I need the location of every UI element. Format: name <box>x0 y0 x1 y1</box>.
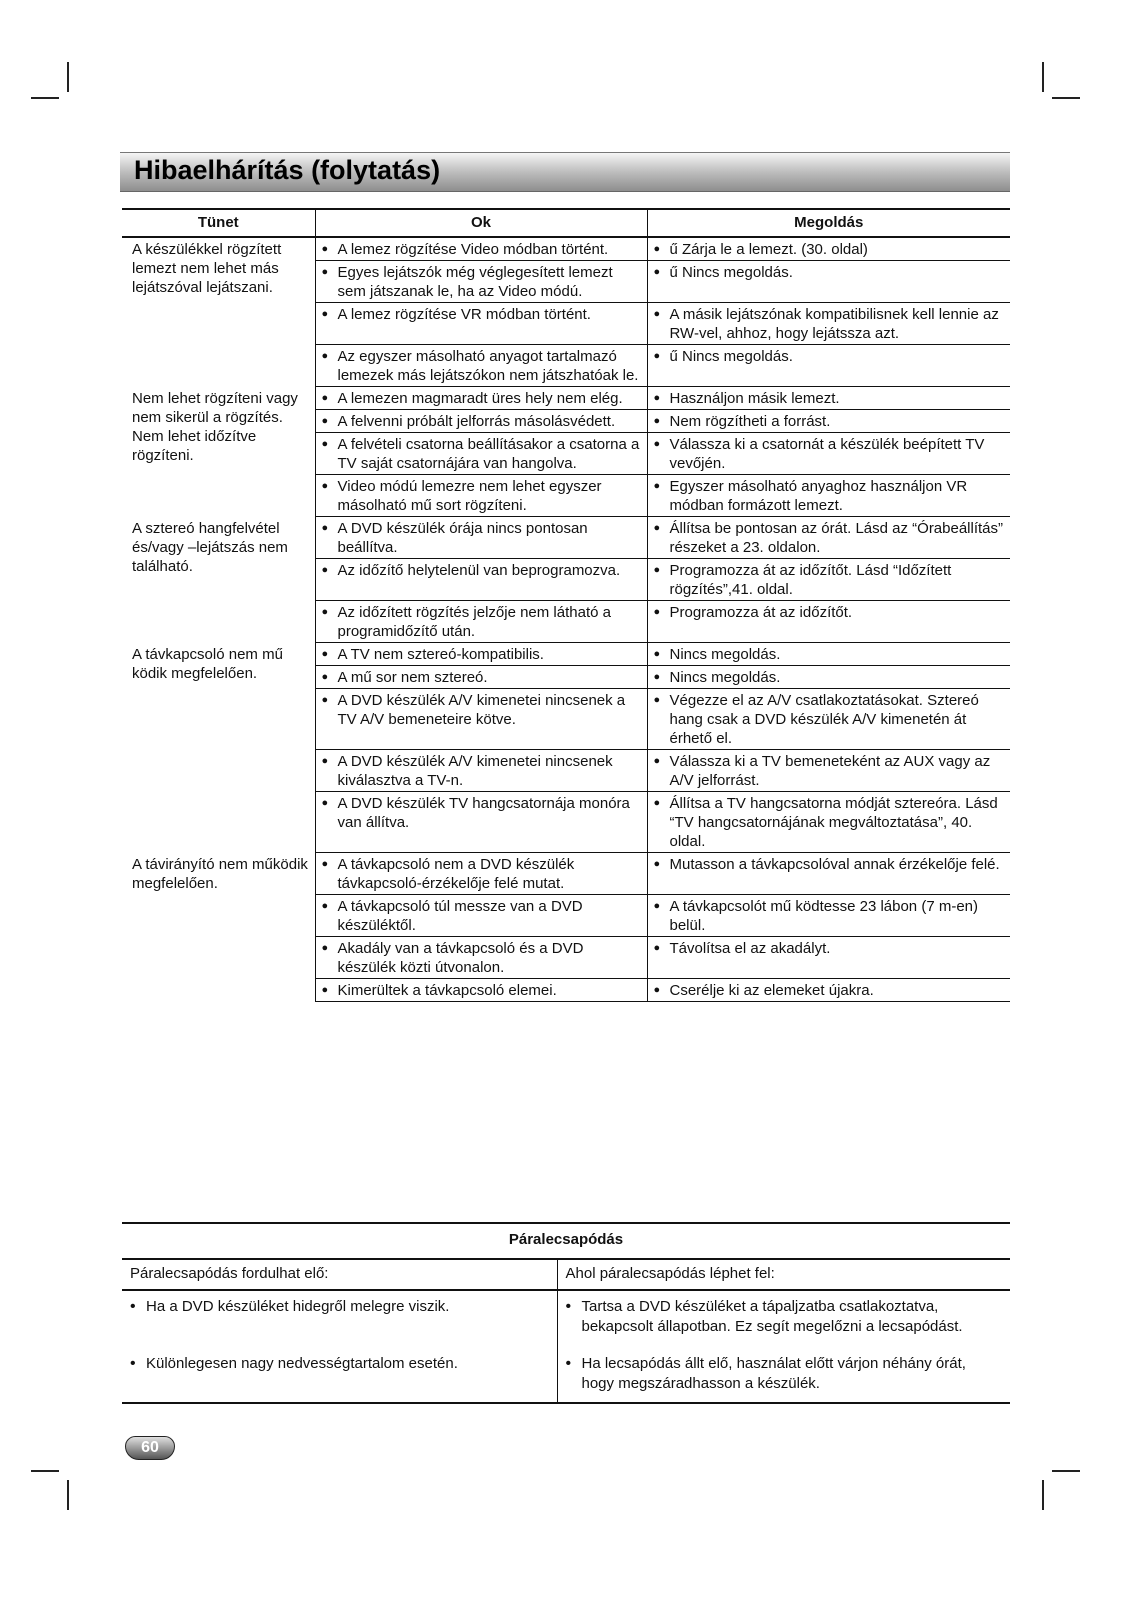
symptom-cell: Nem lehet rögzíteni vagy nem sikerül a rögzítés. Nem lehet időzítve rögzíteni. <box>122 387 315 517</box>
solution-text: Programozza át az időzítőt. Lásd “Időzített rögzítés”,41. oldal. <box>669 562 952 598</box>
cause-cell <box>315 937 647 979</box>
solution-cell <box>647 387 1010 410</box>
solution-cell <box>647 750 1010 792</box>
cause-text: Az egyszer másolható anyagot tartalmazó lemezek más lejátszókon nem játszhatóak le. <box>337 348 639 384</box>
bullet-icon: ● <box>321 243 329 255</box>
bullet-icon: ● <box>653 415 661 427</box>
solution-cell <box>647 433 1010 475</box>
crop-mark <box>67 1480 69 1510</box>
bullet-icon: ● <box>321 694 329 706</box>
cause-cell <box>315 895 647 937</box>
table-row <box>122 853 1010 895</box>
crop-mark <box>1052 97 1080 99</box>
table-row <box>122 1290 1010 1351</box>
cause-cell <box>315 601 647 643</box>
cause-cell <box>315 433 647 475</box>
cause-text: Az időzítő helytelenül van beprogramozva. <box>337 562 621 579</box>
crop-mark <box>31 1470 59 1472</box>
cause-cell <box>315 345 647 387</box>
cause-text: A távkapcsoló nem a DVD készülék távkapcsoló-érzékelője felé mutat. <box>337 856 575 892</box>
bullet-icon: ● <box>321 350 329 362</box>
solution-cell <box>647 937 1010 979</box>
bullet-icon: ● <box>653 522 661 534</box>
bullet-icon: ● <box>653 694 661 706</box>
bullet-icon: ● <box>653 308 661 320</box>
solution-cell <box>647 689 1010 750</box>
cause-cell <box>315 853 647 895</box>
bullet-icon: ● <box>321 266 329 278</box>
solution-cell <box>647 410 1010 433</box>
bullet-icon: • <box>565 1298 572 1315</box>
cause-text: A mű sor nem sztereó. <box>337 669 488 686</box>
bullet-icon: ● <box>321 392 329 404</box>
bullet-icon: ● <box>321 671 329 683</box>
solution-text: Nem rögzítheti a forrást. <box>669 413 831 430</box>
bullet-icon: ● <box>653 671 661 683</box>
bullet-icon: ● <box>653 350 661 362</box>
bullet-icon: • <box>130 1298 136 1315</box>
cause-cell <box>315 237 647 261</box>
crop-mark <box>67 62 69 92</box>
cause-text: A DVD készülék órája nincs pontosan beállítva. <box>337 520 588 556</box>
troubleshooting-body <box>122 237 1010 1002</box>
bullet-icon: ● <box>653 266 661 278</box>
symptom-cell: A készülékkel rögzített lemezt nem lehet más lejátszóval lejátszani. <box>122 237 315 387</box>
solution-text: Válassza ki a csatornát a készülék beépített TV vevőjén. <box>669 436 985 472</box>
solution-cell <box>647 345 1010 387</box>
bullet-icon: ● <box>321 564 329 576</box>
cause-text: A DVD készülék TV hangcsatornája monóra van állítva. <box>337 795 630 831</box>
cause-text: A DVD készülék A/V kimenetei nincsenek kiválasztva a TV-n. <box>337 753 613 789</box>
header-cause: Ok <box>315 209 647 237</box>
solution-text: Állítsa a TV hangcsatorna módját sztereóra. Lásd “TV hangcsatornájának megváltoztatása”, 40. oldal. <box>669 795 998 850</box>
cause-text: Az időzített rögzítés jelzője nem látható a programidőzítő után. <box>337 604 611 640</box>
table-row <box>122 643 1010 666</box>
bullet-icon: ● <box>321 858 329 870</box>
solution-cell <box>647 792 1010 853</box>
solution-cell <box>647 853 1010 895</box>
solution-cell <box>647 261 1010 303</box>
bullet-icon: ● <box>653 243 661 255</box>
bullet-icon: ● <box>653 755 661 767</box>
crop-mark <box>31 97 59 99</box>
cause-cell <box>315 410 647 433</box>
bullet-icon: ● <box>653 858 661 870</box>
solution-text: ű Nincs megoldás. <box>669 348 793 365</box>
bullet-icon: ● <box>653 797 661 809</box>
table-row <box>122 237 1010 261</box>
cause-cell <box>315 792 647 853</box>
cause-text: A felvételi csatorna beállításakor a csatorna a TV saját csatornájára van hangolva. <box>337 436 640 472</box>
solution-text: Válassza ki a TV bemeneteként az AUX vagy az A/V jelforrást. <box>669 753 991 789</box>
cause-text: Akadály van a távkapcsoló és a DVD készülék közti útvonalon. <box>337 940 584 976</box>
condensation-advice: Ha lecsapódás állt elő, használat előtt várjon néhány órát, hogy megszáradhasson a készülék. <box>581 1355 966 1392</box>
cause-cell <box>315 475 647 517</box>
solution-text: Cserélje ki az elemeket újakra. <box>669 982 874 999</box>
solution-cell <box>647 475 1010 517</box>
solution-cell <box>647 517 1010 559</box>
solution-cell <box>647 303 1010 345</box>
solution-cell <box>647 666 1010 689</box>
bullet-icon: ● <box>321 480 329 492</box>
symptom-cell: A sztereó hangfelvétel és/vagy –lejátszás nem található. <box>122 517 315 643</box>
cause-cell <box>315 261 647 303</box>
bullet-icon: ● <box>321 797 329 809</box>
bullet-icon: ● <box>321 648 329 660</box>
crop-mark <box>1052 1470 1080 1472</box>
cause-text: Egyes lejátszók még véglegesített lemezt sem játszanak le, ha az Video módú. <box>337 264 613 300</box>
solution-text: Mutasson a távkapcsolóval annak érzékelője felé. <box>669 856 1000 873</box>
solution-cell <box>647 601 1010 643</box>
solution-text: A másik lejátszónak kompatibilisnek kell lennie az RW-vel, ahhoz, hogy lejátssza azt. <box>669 306 999 342</box>
symptom-cell: A távirányító nem működik megfelelően. <box>122 853 315 1002</box>
page-number-badge: 60 <box>125 1436 175 1460</box>
table-row <box>122 387 1010 410</box>
bullet-icon: ● <box>321 900 329 912</box>
solution-cell <box>647 237 1010 261</box>
cause-text: A felvenni próbált jelforrás másolásvédett. <box>337 413 616 430</box>
bullet-icon: ● <box>653 984 661 996</box>
cause-cell <box>315 750 647 792</box>
cause-text: A DVD készülék A/V kimenetei nincsenek a TV A/V bemeneteire kötve. <box>337 692 626 728</box>
crop-mark <box>1042 1480 1044 1510</box>
bullet-icon: ● <box>321 942 329 954</box>
bullet-icon: ● <box>321 438 329 450</box>
bullet-icon: ● <box>653 392 661 404</box>
bullet-icon: ● <box>653 438 661 450</box>
bullet-icon: ● <box>321 308 329 320</box>
symptom-cell: A távkapcsoló nem mű ködik megfelelően. <box>122 643 315 853</box>
bullet-icon: ● <box>321 606 329 618</box>
cause-text: A lemez rögzítése Video módban történt. <box>337 241 609 258</box>
cause-cell <box>315 559 647 601</box>
condensation-left-header: Páralecsapódás fordulhat elő: <box>122 1259 557 1290</box>
cause-cell <box>315 666 647 689</box>
solution-text: Állítsa be pontosan az órát. Lásd az “Órabeállítás” részeket a 23. oldalon. <box>669 520 1004 556</box>
bullet-icon: ● <box>653 606 661 618</box>
solution-text: Egyszer másolható anyaghoz használjon VR módban formázott lemezt. <box>669 478 968 514</box>
condensation-table <box>122 1222 1010 1404</box>
cause-text: Video módú lemezre nem lehet egyszer másolható mű sort rögzíteni. <box>337 478 602 514</box>
condensation-cause: Ha a DVD készüléket hidegről melegre viszik. <box>146 1298 450 1315</box>
solution-cell <box>647 559 1010 601</box>
condensation-right-header: Ahol páralecsapódás léphet fel: <box>557 1259 1010 1290</box>
solution-text: Használjon másik lemezt. <box>669 390 840 407</box>
crop-mark <box>1042 62 1044 92</box>
table-row <box>122 1351 1010 1403</box>
cause-cell <box>315 517 647 559</box>
cause-text: Kimerültek a távkapcsoló elemei. <box>337 982 557 999</box>
page-title: Hibaelhárítás (folytatás) <box>134 155 441 185</box>
table-row <box>122 517 1010 559</box>
bullet-icon: ● <box>653 900 661 912</box>
section-title-bar <box>120 152 1010 192</box>
solution-cell <box>647 979 1010 1002</box>
solution-text: A távkapcsolót mű ködtesse 23 lábon (7 m-en) belül. <box>669 898 978 934</box>
bullet-icon: • <box>130 1355 136 1372</box>
bullet-icon: ● <box>321 984 329 996</box>
solution-text: Végezze el az A/V csatlakoztatásokat. Sztereó hang csak a DVD készülék A/V kimenetén át érhető el. <box>669 692 979 747</box>
solution-text: ű Nincs megoldás. <box>669 264 793 281</box>
solution-text: Nincs megoldás. <box>669 646 781 663</box>
bullet-icon: ● <box>321 415 329 427</box>
bullet-icon: ● <box>653 942 661 954</box>
cause-text: A lemezen magmaradt üres hely nem elég. <box>337 390 623 407</box>
bullet-icon: ● <box>653 480 661 492</box>
condensation-title: Páralecsapódás <box>122 1223 1010 1259</box>
solution-text: Távolítsa el az akadályt. <box>669 940 831 957</box>
cause-cell <box>315 689 647 750</box>
bullet-icon: • <box>565 1355 572 1372</box>
header-solution: Megoldás <box>647 209 1010 237</box>
cause-cell <box>315 387 647 410</box>
cause-cell <box>315 303 647 345</box>
solution-text: ű Zárja le a lemezt. (30. oldal) <box>669 241 868 258</box>
cause-text: A lemez rögzítése VR módban történt. <box>337 306 591 323</box>
troubleshooting-table <box>122 208 1010 1002</box>
header-symptom: Tünet <box>122 209 315 237</box>
condensation-cause: Különlegesen nagy nedvességtartalom esetén. <box>146 1355 458 1372</box>
cause-cell <box>315 643 647 666</box>
cause-text: A TV nem sztereó-kompatibilis. <box>337 646 544 663</box>
bullet-icon: ● <box>321 755 329 767</box>
solution-cell <box>647 895 1010 937</box>
cause-text: A távkapcsoló túl messze van a DVD készüléktől. <box>337 898 583 934</box>
cause-cell <box>315 979 647 1002</box>
solution-text: Nincs megoldás. <box>669 669 781 686</box>
bullet-icon: ● <box>653 564 661 576</box>
condensation-advice: Tartsa a DVD készüléket a tápaljzatba csatlakoztatva, bekapcsolt állapotban. Ez segít megelőzni a lecsapódást. <box>581 1298 963 1335</box>
bullet-icon: ● <box>653 648 661 660</box>
solution-cell <box>647 643 1010 666</box>
solution-text: Programozza át az időzítőt. <box>669 604 853 621</box>
bullet-icon: ● <box>321 522 329 534</box>
